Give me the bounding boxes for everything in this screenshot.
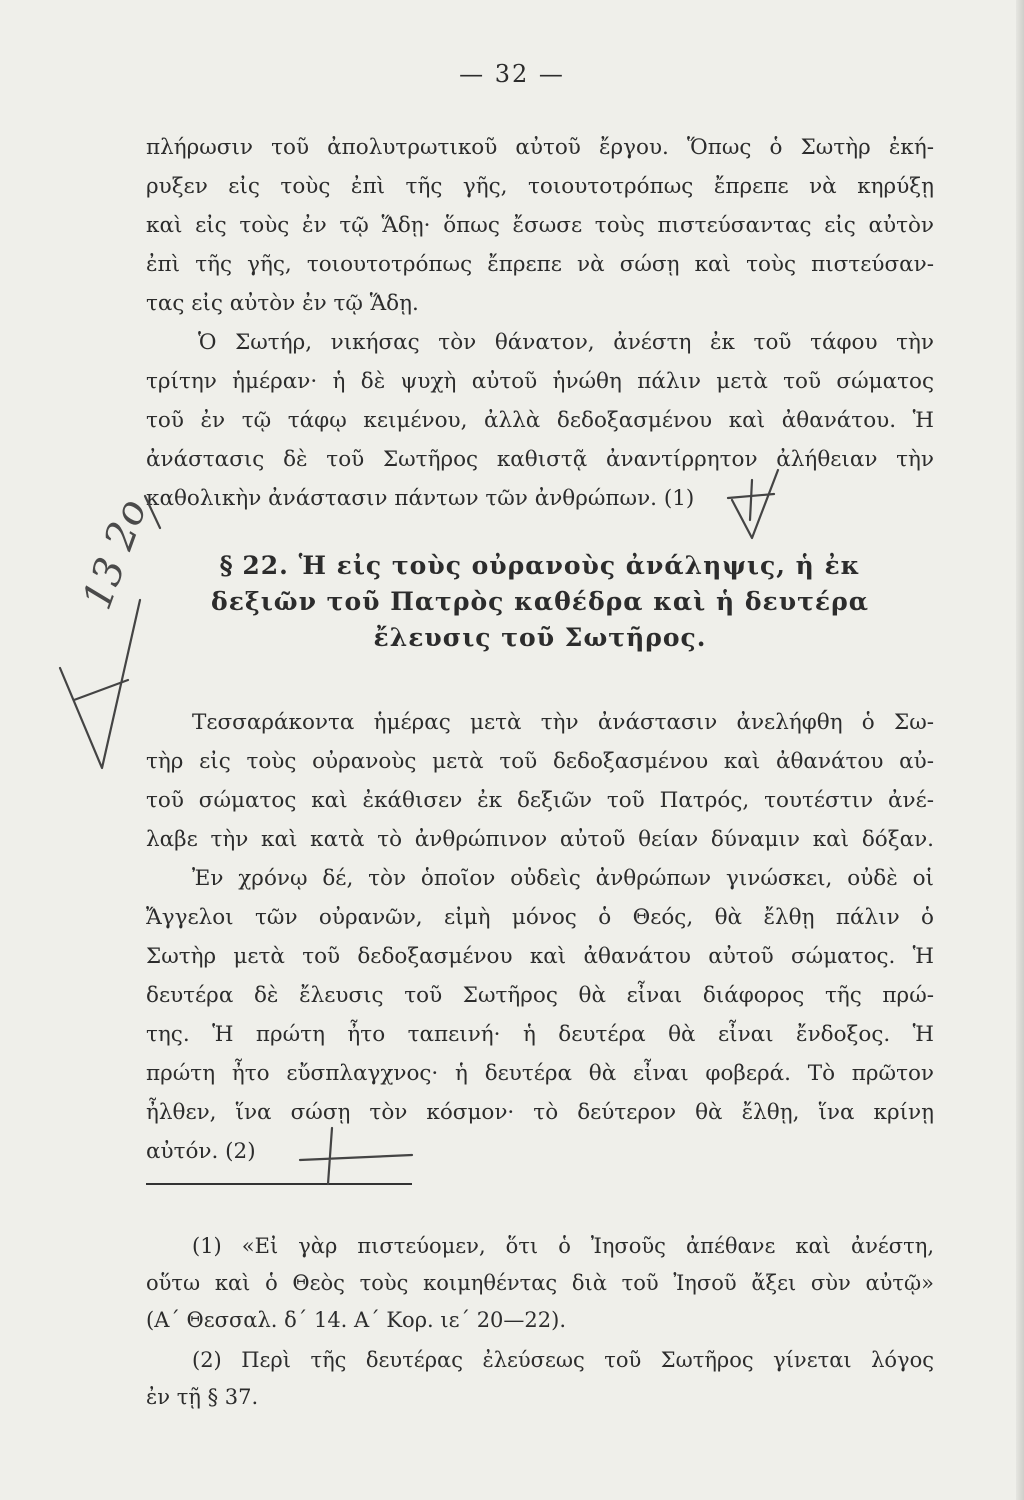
text-line: Σωτὴρ μετὰ τοῦ δεδοξασμένου καὶ ἀθανάτου αὐτοῦ σώματος. Ἡ xyxy=(146,944,934,969)
page-number: — 32 — xyxy=(459,60,565,88)
text-line: Ἐν χρόνῳ δέ, τὸν ὁποῖον οὐδεὶς ἀνθρώπων γινώσκει, οὐδὲ οἱ xyxy=(192,866,934,891)
text-line: τρίτην ἡμέραν· ἡ δὲ ψυχὴ αὐτοῦ ἡνώθη πάλιν μετὰ τοῦ σώματος xyxy=(146,369,934,394)
text-line: Ὁ Σωτήρ, νικήσας τὸν θάνατον, ἀνέστη ἐκ τοῦ τάφου τὴν xyxy=(198,330,934,355)
section-sign: § xyxy=(219,551,233,580)
text-line: λαβε τὴν καὶ κατὰ τὸ ἀνθρώπινον αὐτοῦ θείαν δύναμιν καὶ δόξαν. xyxy=(146,827,934,852)
margin-check-mark xyxy=(60,600,140,768)
section-number: 22. xyxy=(242,551,289,580)
text-line: τοῦ σώματος καὶ ἐκάθισεν ἐκ δεξιῶν τοῦ Πατρός, τουτέστιν ἀνέ- xyxy=(146,788,934,813)
heading-line: ἔλευσις τοῦ Σωτῆρος. xyxy=(373,623,707,652)
footnote-line: (2) Περὶ τῆς δευτέρας ἐλεύσεως τοῦ Σωτῆρος γίνεται λόγος xyxy=(192,1348,934,1372)
text-line: τοῦ ἐν τῷ τάφῳ κειμένου, ἀλλὰ δεδοξασμένου καὶ ἀθανάτου. Ἡ xyxy=(146,408,934,433)
text-line: ἐπὶ τῆς γῆς, τοιουτοτρόπως ἔπρεπε νὰ σώσῃ καὶ τοὺς πιστεύσαν- xyxy=(146,252,934,277)
text-line: της. Ἡ πρώτη ἦτο ταπεινή· ἡ δευτέρα θὰ εἶναι ἔνδοξος. Ἡ xyxy=(146,1022,934,1047)
text-line: αὐτόν. (2) xyxy=(146,1139,256,1164)
text-line: ἀνάστασις δὲ τοῦ Σωτῆρος καθιστᾷ ἀναντίρρητον ἀλήθειαν τὴν xyxy=(146,447,934,472)
text-line: δευτέρα δὲ ἔλευσις τοῦ Σωτῆρος θὰ εἶναι διάφορος τῆς πρώ- xyxy=(146,983,934,1008)
heading-line: δεξιῶν τοῦ Πατρὸς καθέδρα καὶ ἡ δευτέρα xyxy=(211,587,869,616)
heading-text: Ἡ εἰς τοὺς οὐρανοὺς ἀνάληψις, ἡ ἐκ xyxy=(298,551,861,580)
text-line: τὴρ εἰς τοὺς οὐρανοὺς μετὰ τοῦ δεδοξασμένου καὶ ἀθανάτου αὐ- xyxy=(146,749,934,774)
text-line: Ἄγγελοι τῶν οὐρανῶν, εἰμὴ μόνος ὁ Θεός, θὰ ἔλθῃ πάλιν ὁ xyxy=(146,905,934,930)
footnote-line: ἐν τῇ § 37. xyxy=(146,1385,259,1409)
text-line: τας εἰς αὐτὸν ἐν τῷ Ἅδῃ. xyxy=(146,291,419,316)
pencil-check-mark xyxy=(732,470,778,538)
footnote-line: (Α΄ Θεσσαλ. δ΄ 14. Α΄ Κορ. ιε΄ 20—22). xyxy=(146,1308,566,1332)
margin-note-text: 13 2ο xyxy=(74,493,157,616)
text-line: Τεσσαράκοντα ἡμέρας μετὰ τὴν ἀνάστασιν ἀνελήφθη ὁ Σω- xyxy=(192,710,934,735)
text-line: ἦλθεν, ἵνα σώσῃ τὸν κόσμον· τὸ δεύτερον θὰ ἔλθῃ, ἵνα κρίνῃ xyxy=(146,1100,934,1125)
pencil-cross-mark xyxy=(300,1128,412,1184)
text-line: καθολικὴν ἀνάστασιν πάντων τῶν ἀνθρώπων. (1) xyxy=(146,486,695,511)
margin-note xyxy=(74,493,156,615)
text-line: ρυξεν εἰς τοὺς ἐπὶ τῆς γῆς, τοιουτοτρόπως ἔπρεπε νὰ κηρύξῃ xyxy=(146,174,934,199)
text-line: καὶ εἰς τοὺς ἐν τῷ Ἅδῃ· ὅπως ἔσωσε τοὺς πιστεύσαντας εἰς αὐτὸν xyxy=(146,213,934,238)
text-line: πρώτη ἦτο εὔσπλαγχνος· ἡ δευτέρα θὰ εἶναι φοβερά. Τὸ πρῶτον xyxy=(146,1061,934,1086)
text-line: πλήρωσιν τοῦ ἀπολυτρωτικοῦ αὐτοῦ ἔργου. Ὅπως ὁ Σωτὴρ ἐκή- xyxy=(146,135,934,160)
footnote-line: (1) «Εἰ γὰρ πιστεύομεν, ὅτι ὁ Ἰησοῦς ἀπέθανε καὶ ἀνέστη, xyxy=(192,1234,934,1258)
footnote-line: οὕτω καὶ ὁ Θεὸς τοὺς κοιμηθέντας διὰ τοῦ Ἰησοῦ ἄξει σὺν αὐτῷ» xyxy=(146,1271,934,1295)
